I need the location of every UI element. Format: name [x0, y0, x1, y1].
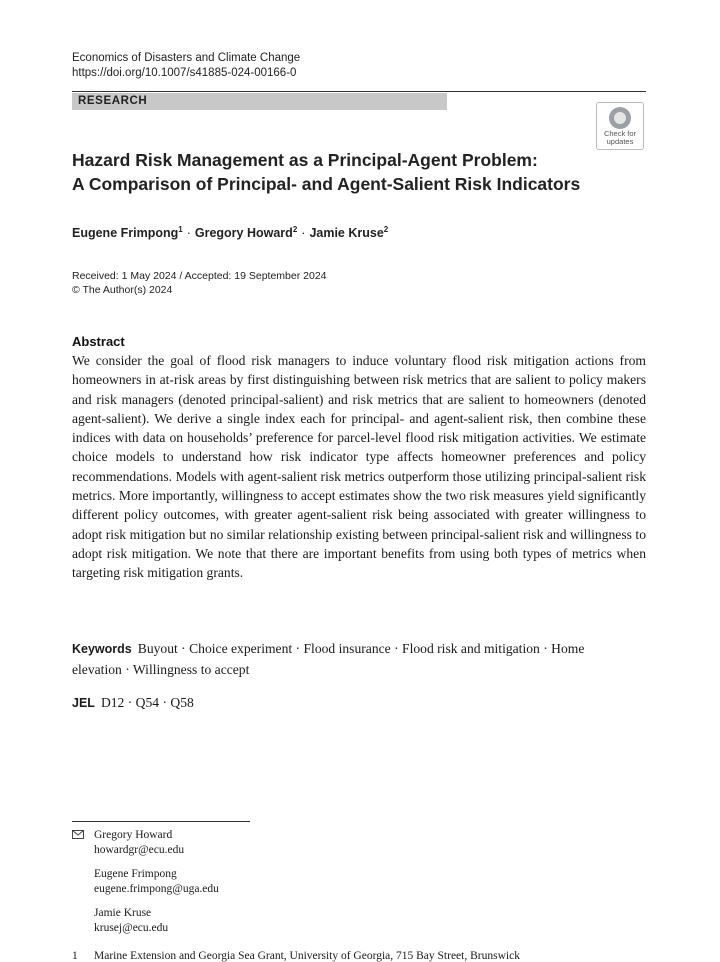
- corresponding-contacts: [94, 828, 219, 945]
- footnote-rule: [72, 821, 250, 822]
- author-name[interactable]: Gregory Howard: [194, 226, 293, 241]
- contact-name: Jamie Kruse: [94, 907, 152, 919]
- contact-entry: [94, 867, 219, 897]
- affiliation-footnote: [72, 950, 520, 962]
- author-separator: ·: [301, 226, 306, 241]
- check-badge-line1: Check for: [603, 129, 637, 138]
- keywords-label: Keywords: [72, 642, 132, 656]
- received-accepted-dates: Received: 1 May 2024 / Accepted: 19 September 2024: [72, 270, 327, 282]
- author-affiliation-mark: 1: [178, 225, 183, 234]
- title-line-1: Hazard Risk Management as a Principal-Agent Problem:: [72, 150, 538, 170]
- title-line-2: A Comparison of Principal- and Agent-Salient Risk Indicators: [72, 174, 581, 194]
- affiliation-number: 1: [72, 950, 78, 962]
- journal-name: Economics of Disasters and Climate Change: [72, 52, 301, 64]
- doi-link[interactable]: https://doi.org/10.1007/s41885-024-00166-0: [72, 67, 297, 79]
- author-affiliation-mark: 2: [383, 225, 389, 234]
- check-updates-icon: [609, 107, 631, 129]
- copyright-notice: © The Author(s) 2024: [72, 284, 173, 296]
- author-name[interactable]: Eugene Frimpong: [72, 226, 179, 241]
- section-label: RESEARCH: [72, 93, 447, 110]
- affiliation-text: Marine Extension and Georgia Sea Grant, University of Georgia, 715 Bay Street, Brunswick: [94, 950, 520, 962]
- jel-label: JEL: [72, 696, 95, 710]
- header-rule: [72, 91, 646, 92]
- envelope-icon: [72, 830, 84, 839]
- abstract-text: We consider the goal of flood risk managers to induce voluntary flood risk mitigation actions from homeowners in at-risk areas by first distinguishing between risk metrics that are salient to policy makers and risk managers (denoted principal-salient) and risk metrics that are salient to homeowners (denoted agent-salient). We derive a single index each for principal- and agent-salient risk, then combine these indices with data on households’ preference for parcel-level flood risk mitigation activities. We estimate choice models to understand how risk indicator type affects homeowner preferences and policy recommendations. Models with agent-salient risk metrics outperform those utilizing principal-salient risk metrics. More importantly, willingness to accept estimates show the two risk measures yield significantly different policy outcomes, with greater agent-salient risk being associated with greater willingness to adopt risk mitigation but no similar relationship existing between principal-salient risk and willingness to adopt risk mitigation. We note that there are important benefits from using both types of metrics when targeting risk mitigation grants.: [72, 353, 646, 581]
- contact-entry: [94, 828, 219, 858]
- keywords-list: Buyout · Choice experiment · Flood insurance · Flood risk and mitigation · Home elevation · Willingness to accept: [72, 641, 585, 677]
- contact-name: Eugene Frimpong: [94, 868, 177, 880]
- contact-email[interactable]: howardgr@ecu.edu: [94, 844, 185, 856]
- author-list: [72, 225, 388, 240]
- author-name[interactable]: Jamie Kruse: [309, 226, 384, 241]
- author-separator: ·: [186, 226, 191, 241]
- jel-block: [72, 695, 194, 711]
- contact-entry: [94, 906, 219, 936]
- jel-codes: D12 · Q54 · Q58: [100, 695, 194, 710]
- check-for-updates-button[interactable]: [596, 102, 644, 150]
- contact-email[interactable]: eugene.frimpong@uga.edu: [94, 883, 219, 895]
- contact-name: Gregory Howard: [94, 829, 173, 841]
- article-dates: [72, 269, 327, 297]
- keywords-block: [72, 639, 632, 679]
- abstract-heading: Abstract: [72, 334, 125, 349]
- author-affiliation-mark: 2: [292, 225, 298, 234]
- journal-header: [72, 51, 300, 81]
- check-badge-line2: updates: [606, 137, 634, 146]
- article-title: [72, 148, 632, 196]
- contact-email[interactable]: krusej@ecu.edu: [94, 922, 169, 934]
